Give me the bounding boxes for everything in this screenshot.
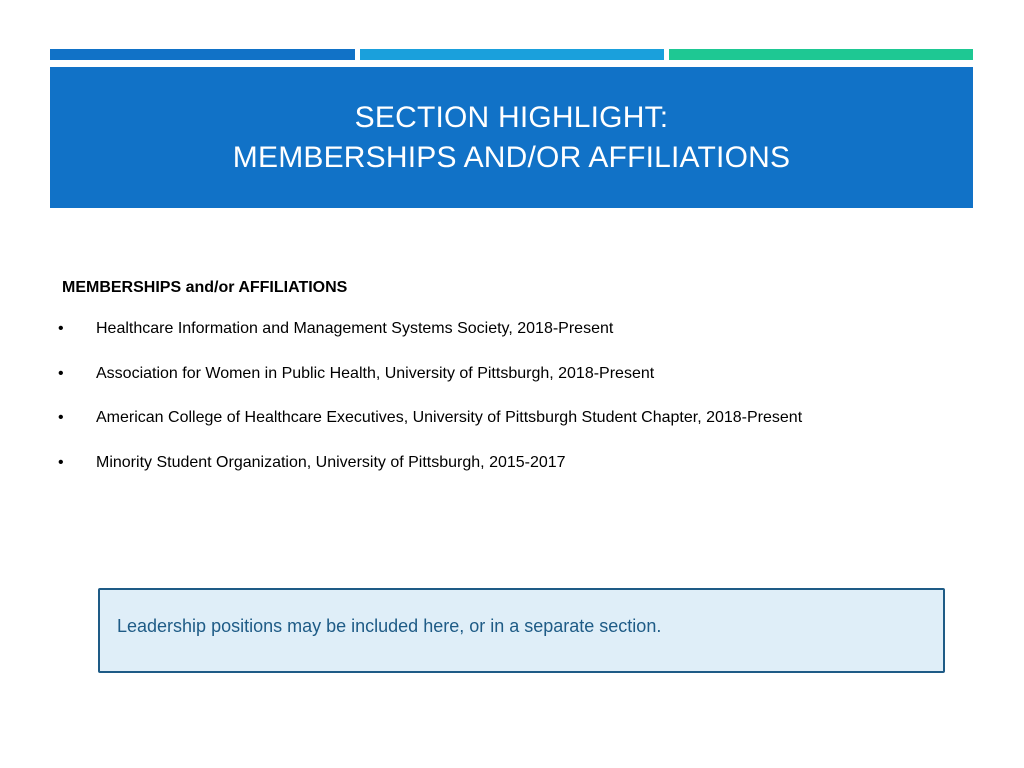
accent-bar-light-blue (360, 49, 664, 60)
list-item-text: Minority Student Organization, University of Pittsburgh, 2015-2017 (96, 453, 566, 471)
title-band (50, 67, 973, 208)
list-item-text: Healthcare Information and Management Systems Society, 2018-Present (96, 320, 614, 337)
note-callout (98, 588, 945, 673)
section-heading: MEMBERSHIPS and/or AFFILIATIONS (62, 279, 348, 296)
list-item (58, 363, 958, 408)
bullet-icon: • (58, 409, 64, 426)
slide-title-line-2: MEMBERSHIPS AND/OR AFFILIATIONS (232, 140, 791, 174)
slide-title-line-1: SECTION HIGHLIGHT: (354, 100, 669, 134)
note-text: Leadership positions may be included here, or in a separate section. (117, 616, 662, 636)
bullet-icon: • (58, 364, 64, 382)
list-item-text: Association for Women in Public Health, University of Pittsburgh, 2018-Present (96, 364, 655, 382)
membership-list (58, 318, 958, 496)
bullet-icon: • (58, 320, 64, 337)
list-item (58, 407, 958, 452)
bullet-icon: • (58, 453, 64, 471)
list-item-text: American College of Healthcare Executives, University of Pittsburgh Student Chapter, 2018-Present (96, 409, 803, 426)
list-item (58, 318, 958, 363)
list-item (58, 452, 958, 497)
accent-bar-blue (50, 49, 355, 60)
accent-bar-green (669, 49, 973, 60)
